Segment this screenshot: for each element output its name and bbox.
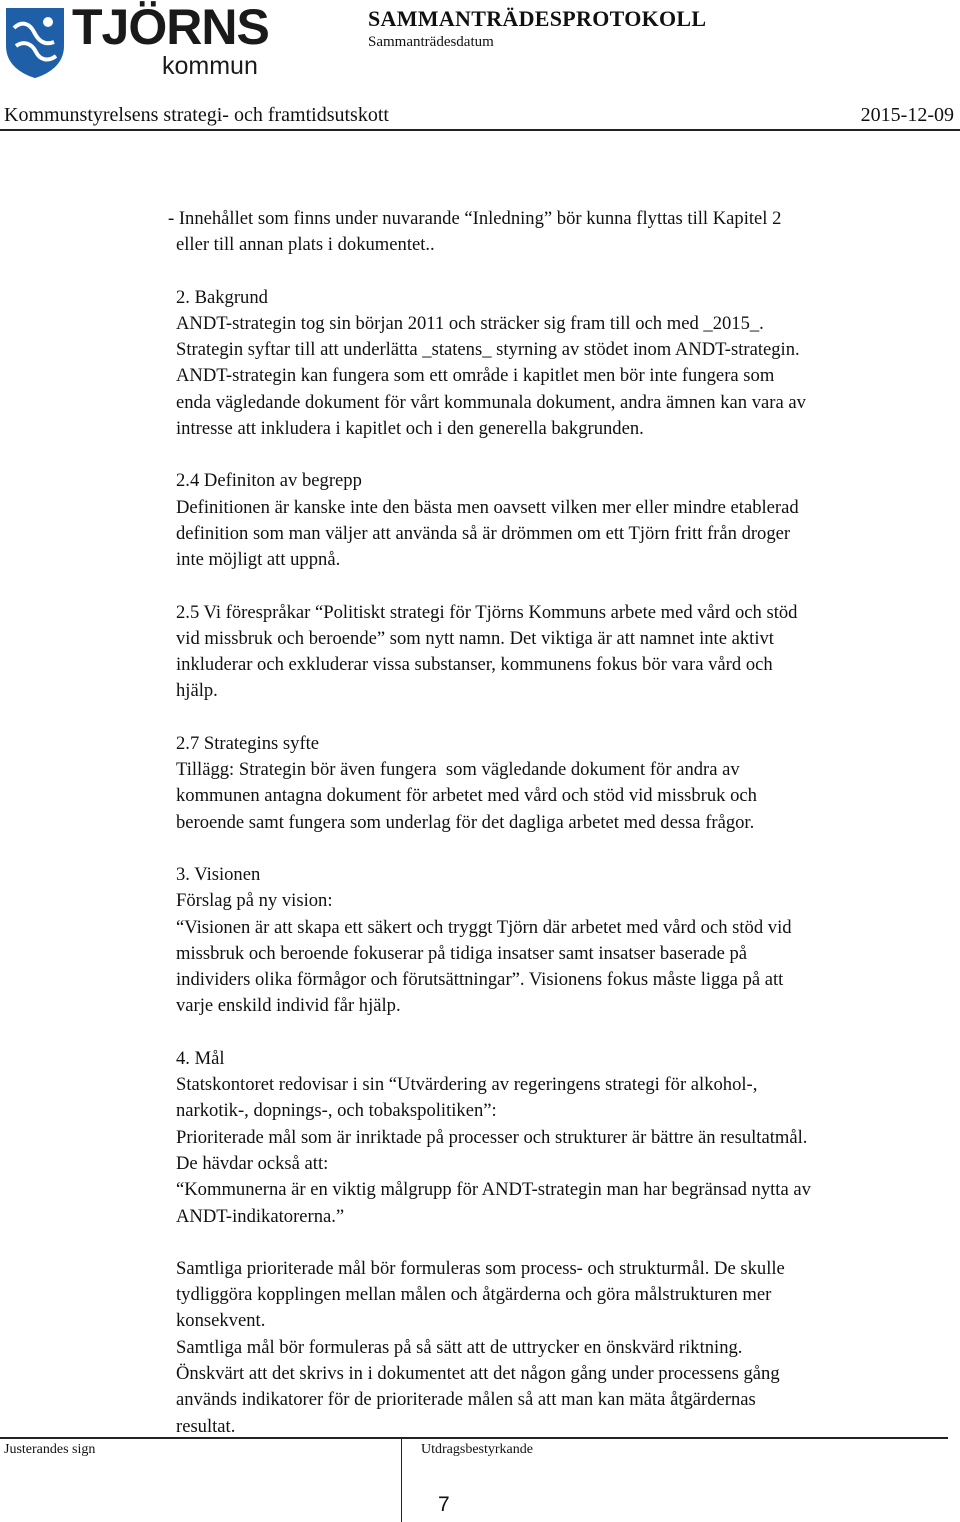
text-line: Samtliga mål bör formuleras på så sätt att de uttrycker en önskvärd riktning.	[176, 1336, 743, 1358]
text-line: eller till annan plats i dokumentet..	[176, 234, 435, 256]
page-number: 7	[438, 1493, 450, 1516]
text-line: tydliggöra kopplingen mellan målen och åtgärderna och göra målstrukturen mer	[176, 1284, 772, 1306]
section-heading: 2.4 Definiton av begrepp	[176, 470, 362, 492]
text-line: resultat.	[176, 1415, 236, 1437]
text-line: individers olika förmågor och förutsättningar”. Visionens fokus måste ligga på att	[176, 969, 784, 991]
text-line: Samtliga prioriterade mål bör formuleras som process- och strukturmål. De skulle	[176, 1257, 785, 1279]
text-line: enda vägledande dokument för vårt kommunala dokument, andra ämnen kan vara av	[176, 391, 806, 413]
text-line: intresse att inkludera i kapitlet och i den generella bakgrunden.	[176, 418, 644, 440]
text-line: ANDT-strategin tog sin början 2011 och sträcker sig fram till och med _2015_.	[176, 312, 764, 334]
text-line: missbruk och beroende fokuserar på tidiga insatser samt insatser baserade på	[176, 942, 748, 964]
text-line: Prioriterade mål som är inriktade på processer och strukturer är bättre än resultatmål.	[176, 1126, 808, 1148]
text-line: narkotik-, dopnings-, och tobakspolitiken”:	[176, 1100, 497, 1122]
text-line: inkluderar och exkluderar vissa substanser, kommunens fokus bör vara vård och	[176, 654, 773, 676]
text-line: varje enskild individ får hjälp.	[176, 995, 401, 1017]
coat-of-arms-icon	[4, 6, 66, 78]
document-subtitle: Sammanträdesdatum	[368, 34, 494, 50]
logo-wordmark: TJÖRNS	[72, 0, 269, 55]
text-line: hjälp.	[176, 680, 218, 702]
signature-label: Justerandes sign	[4, 1442, 96, 1457]
text-line: används indikatorer för de prioriterade målen så att man kan mäta åtgärdernas	[176, 1389, 756, 1411]
logo-subtitle: kommun	[162, 52, 258, 80]
section-heading: 4. Mål	[176, 1047, 225, 1069]
section-heading: 2.7 Strategins syfte	[176, 732, 320, 754]
text-line: De hävdar också att:	[176, 1152, 329, 1174]
text-line: inte möjligt att uppnå.	[176, 549, 341, 571]
footer-divider	[0, 1437, 948, 1439]
text-line: vid missbruk och beroende” som nytt namn. Det viktiga är att namnet inte aktivt	[176, 627, 774, 649]
text-line: Önskvärt att det skrivs in i dokumentet att det någon gång under processens gång	[176, 1362, 780, 1384]
text-line: definition som man väljer att använda så är drömmen om ett Tjörn fritt från droger	[176, 522, 791, 544]
document-body	[168, 206, 960, 1440]
text-line: - Innehållet som finns under nuvarande “Inledning” bör kunna flyttas till Kapitel 2	[168, 208, 782, 229]
text-line: Strategin syftar till att underlätta _statens_ styrning av stödet inom ANDT-strategin.	[176, 339, 800, 361]
section-heading: 2. Bakgrund	[176, 286, 268, 308]
text-line: ANDT-indikatorerna.”	[176, 1205, 345, 1227]
text-line: Tillägg: Strategin bör även fungera som vägledande dokument för andra av	[176, 759, 740, 781]
section-heading: 2.5 Vi förespråkar “Politiskt strategi för Tjörns Kommuns arbete med vård och stöd	[176, 601, 798, 623]
text-line: “Kommunerna är en viktig målgrupp för ANDT-strategin man har begränsad nytta av	[176, 1179, 811, 1201]
meeting-date: 2015-12-09	[860, 104, 954, 126]
municipality-logo	[4, 0, 269, 84]
text-line: Definitionen är kanske inte den bästa men oavsett vilken mer eller mindre etablerad	[176, 496, 799, 518]
committee-name: Kommunstyrelsens strategi- och framtidsutskott	[4, 104, 389, 126]
footer-column-divider	[401, 1437, 402, 1522]
header-divider	[0, 129, 960, 131]
text-line: ANDT-strategin kan fungera som ett område i kapitlet men bör inte fungera som	[176, 365, 775, 387]
certification-label: Utdragsbestyrkande	[421, 1442, 533, 1457]
text-line: beroende samt fungera som underlag för det dagliga arbetet med dessa frågor.	[176, 811, 755, 833]
text-line: kommunen antagna dokument för arbetet med vård och stöd vid missbruk och	[176, 785, 757, 807]
text-line: “Visionen är att skapa ett säkert och tryggt Tjörn där arbetet med vård och stöd vid	[176, 916, 792, 938]
section-heading: 3. Visionen	[176, 863, 261, 885]
text-line: konsekvent.	[176, 1310, 266, 1332]
document-title: SAMMANTRÄDESPROTOKOLL	[368, 6, 707, 31]
text-line: Statskontoret redovisar i sin “Utvärdering av regeringens strategi för alkohol-,	[176, 1074, 758, 1096]
text-line: Förslag på ny vision:	[176, 890, 333, 912]
